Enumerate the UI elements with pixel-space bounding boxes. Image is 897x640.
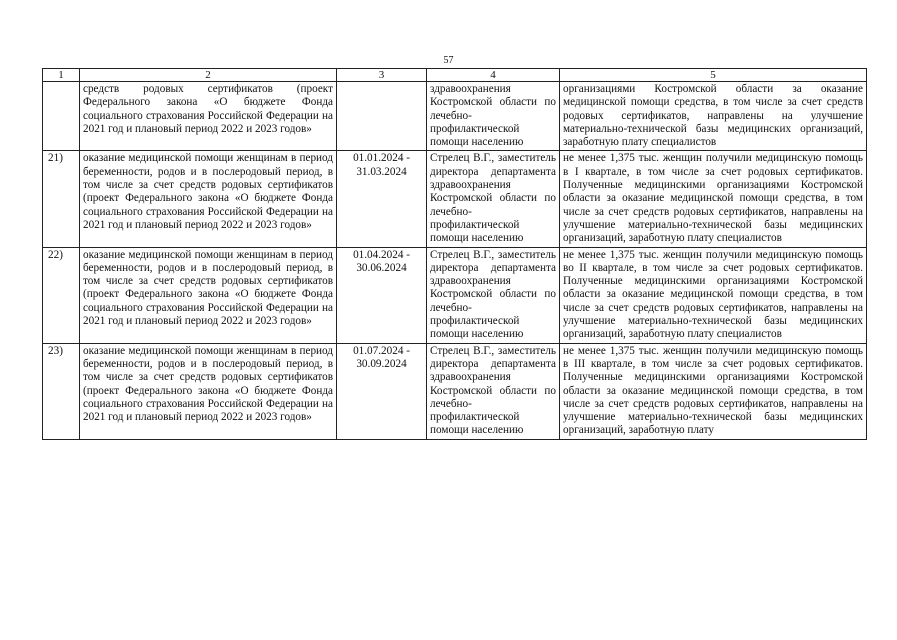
period-cell: 01.04.2024 - 30.06.2024 xyxy=(337,247,427,343)
measure-cell: средств родовых сертификатов (проект Федерального закона «О бюджете Фонда социального страхования Российской Федерации на 2021 год и плановый период 2022 и 2023 годов» xyxy=(80,82,337,151)
row-number xyxy=(43,82,80,151)
header-cell: 4 xyxy=(427,69,560,82)
result-cell: не менее 1,375 тыс. женщин получили медицинскую помощь в I квартале, в том числе за счет родовых сертификатов. Полученные медицинскими организациями Костромской области за оказание медицинской помощи средства, в том числе за счет средств родовых сертификатов, направлены на улучшение материально-технической базы медицинских организаций, заработную плату специалистов xyxy=(560,151,867,247)
plan-table xyxy=(42,68,867,440)
result-cell: не менее 1,375 тыс. женщин получили медицинскую помощь во II квартале, в том числе за счет родовых сертификатов. Полученные медицинскими организациями Костромской области за оказание медицинской помощи средства, в том числе за счет средств родовых сертификатов, направлены на улучшение материально-технической базы медицинских организаций, заработную плату специалистов xyxy=(560,247,867,343)
responsible-cell: Стрелец В.Г., заместитель директора департамента здравоохранения Костромской области по лечебно-профилактической помощи населению xyxy=(427,247,560,343)
measure-cell: оказание медицинской помощи женщинам в период беременности, родов и в послеродовый период, в том числе за счет средств родовых сертификатов (проект Федерального закона «О бюджете Фонда социального страхования Российской Федерации на 2021 год и плановый период 2022 и 2023 годов» xyxy=(80,247,337,343)
page-number: 57 xyxy=(443,55,454,66)
header-cell: 5 xyxy=(560,69,867,82)
result-cell: не менее 1,375 тыс. женщин получили медицинскую помощь в III квартале, в том числе за счет родовых сертификатов. Полученные медицинскими организациями Костромской области за оказание медицинской помощи средства, в том числе за счет средств родовых сертификатов, направлены на улучшение материально-технической базы медицинских организаций, заработную плату xyxy=(560,343,867,439)
table-row xyxy=(43,82,867,151)
measure-cell: оказание медицинской помощи женщинам в период беременности, родов и в послеродовый период, в том числе за счет средств родовых сертификатов (проект Федерального закона «О бюджете Фонда социального страхования Российской Федерации на 2021 год и плановый период 2022 и 2023 годов» xyxy=(80,151,337,247)
table-row xyxy=(43,343,867,439)
header-row xyxy=(43,69,867,82)
row-number: 22) xyxy=(43,247,80,343)
period-cell: 01.07.2024 - 30.09.2024 xyxy=(337,343,427,439)
row-number: 21) xyxy=(43,151,80,247)
table-row xyxy=(43,151,867,247)
responsible-cell: Стрелец В.Г., заместитель директора департамента здравоохранения Костромской области по лечебно-профилактической помощи населению xyxy=(427,151,560,247)
header-cell: 2 xyxy=(80,69,337,82)
measure-cell: оказание медицинской помощи женщинам в период беременности, родов и в послеродовый период, в том числе за счет средств родовых сертификатов (проект Федерального закона «О бюджете Фонда социального страхования Российской Федерации на 2021 год и плановый период 2022 и 2023 годов» xyxy=(80,343,337,439)
row-number: 23) xyxy=(43,343,80,439)
responsible-cell: Стрелец В.Г., заместитель директора департамента здравоохранения Костромской области по лечебно-профилактической помощи населению xyxy=(427,343,560,439)
table-row xyxy=(43,247,867,343)
result-cell: организациями Костромской области за оказание медицинской помощи средства, в том числе за счет средств родовых сертификатов, направлены на улучшение материально-технической базы медицинских организаций, заработную плату специалистов xyxy=(560,82,867,151)
header-cell: 1 xyxy=(43,69,80,82)
responsible-cell: здравоохранения Костромской области по лечебно-профилактической помощи населению xyxy=(427,82,560,151)
header-cell: 3 xyxy=(337,69,427,82)
period-cell xyxy=(337,82,427,151)
period-cell: 01.01.2024 - 31.03.2024 xyxy=(337,151,427,247)
